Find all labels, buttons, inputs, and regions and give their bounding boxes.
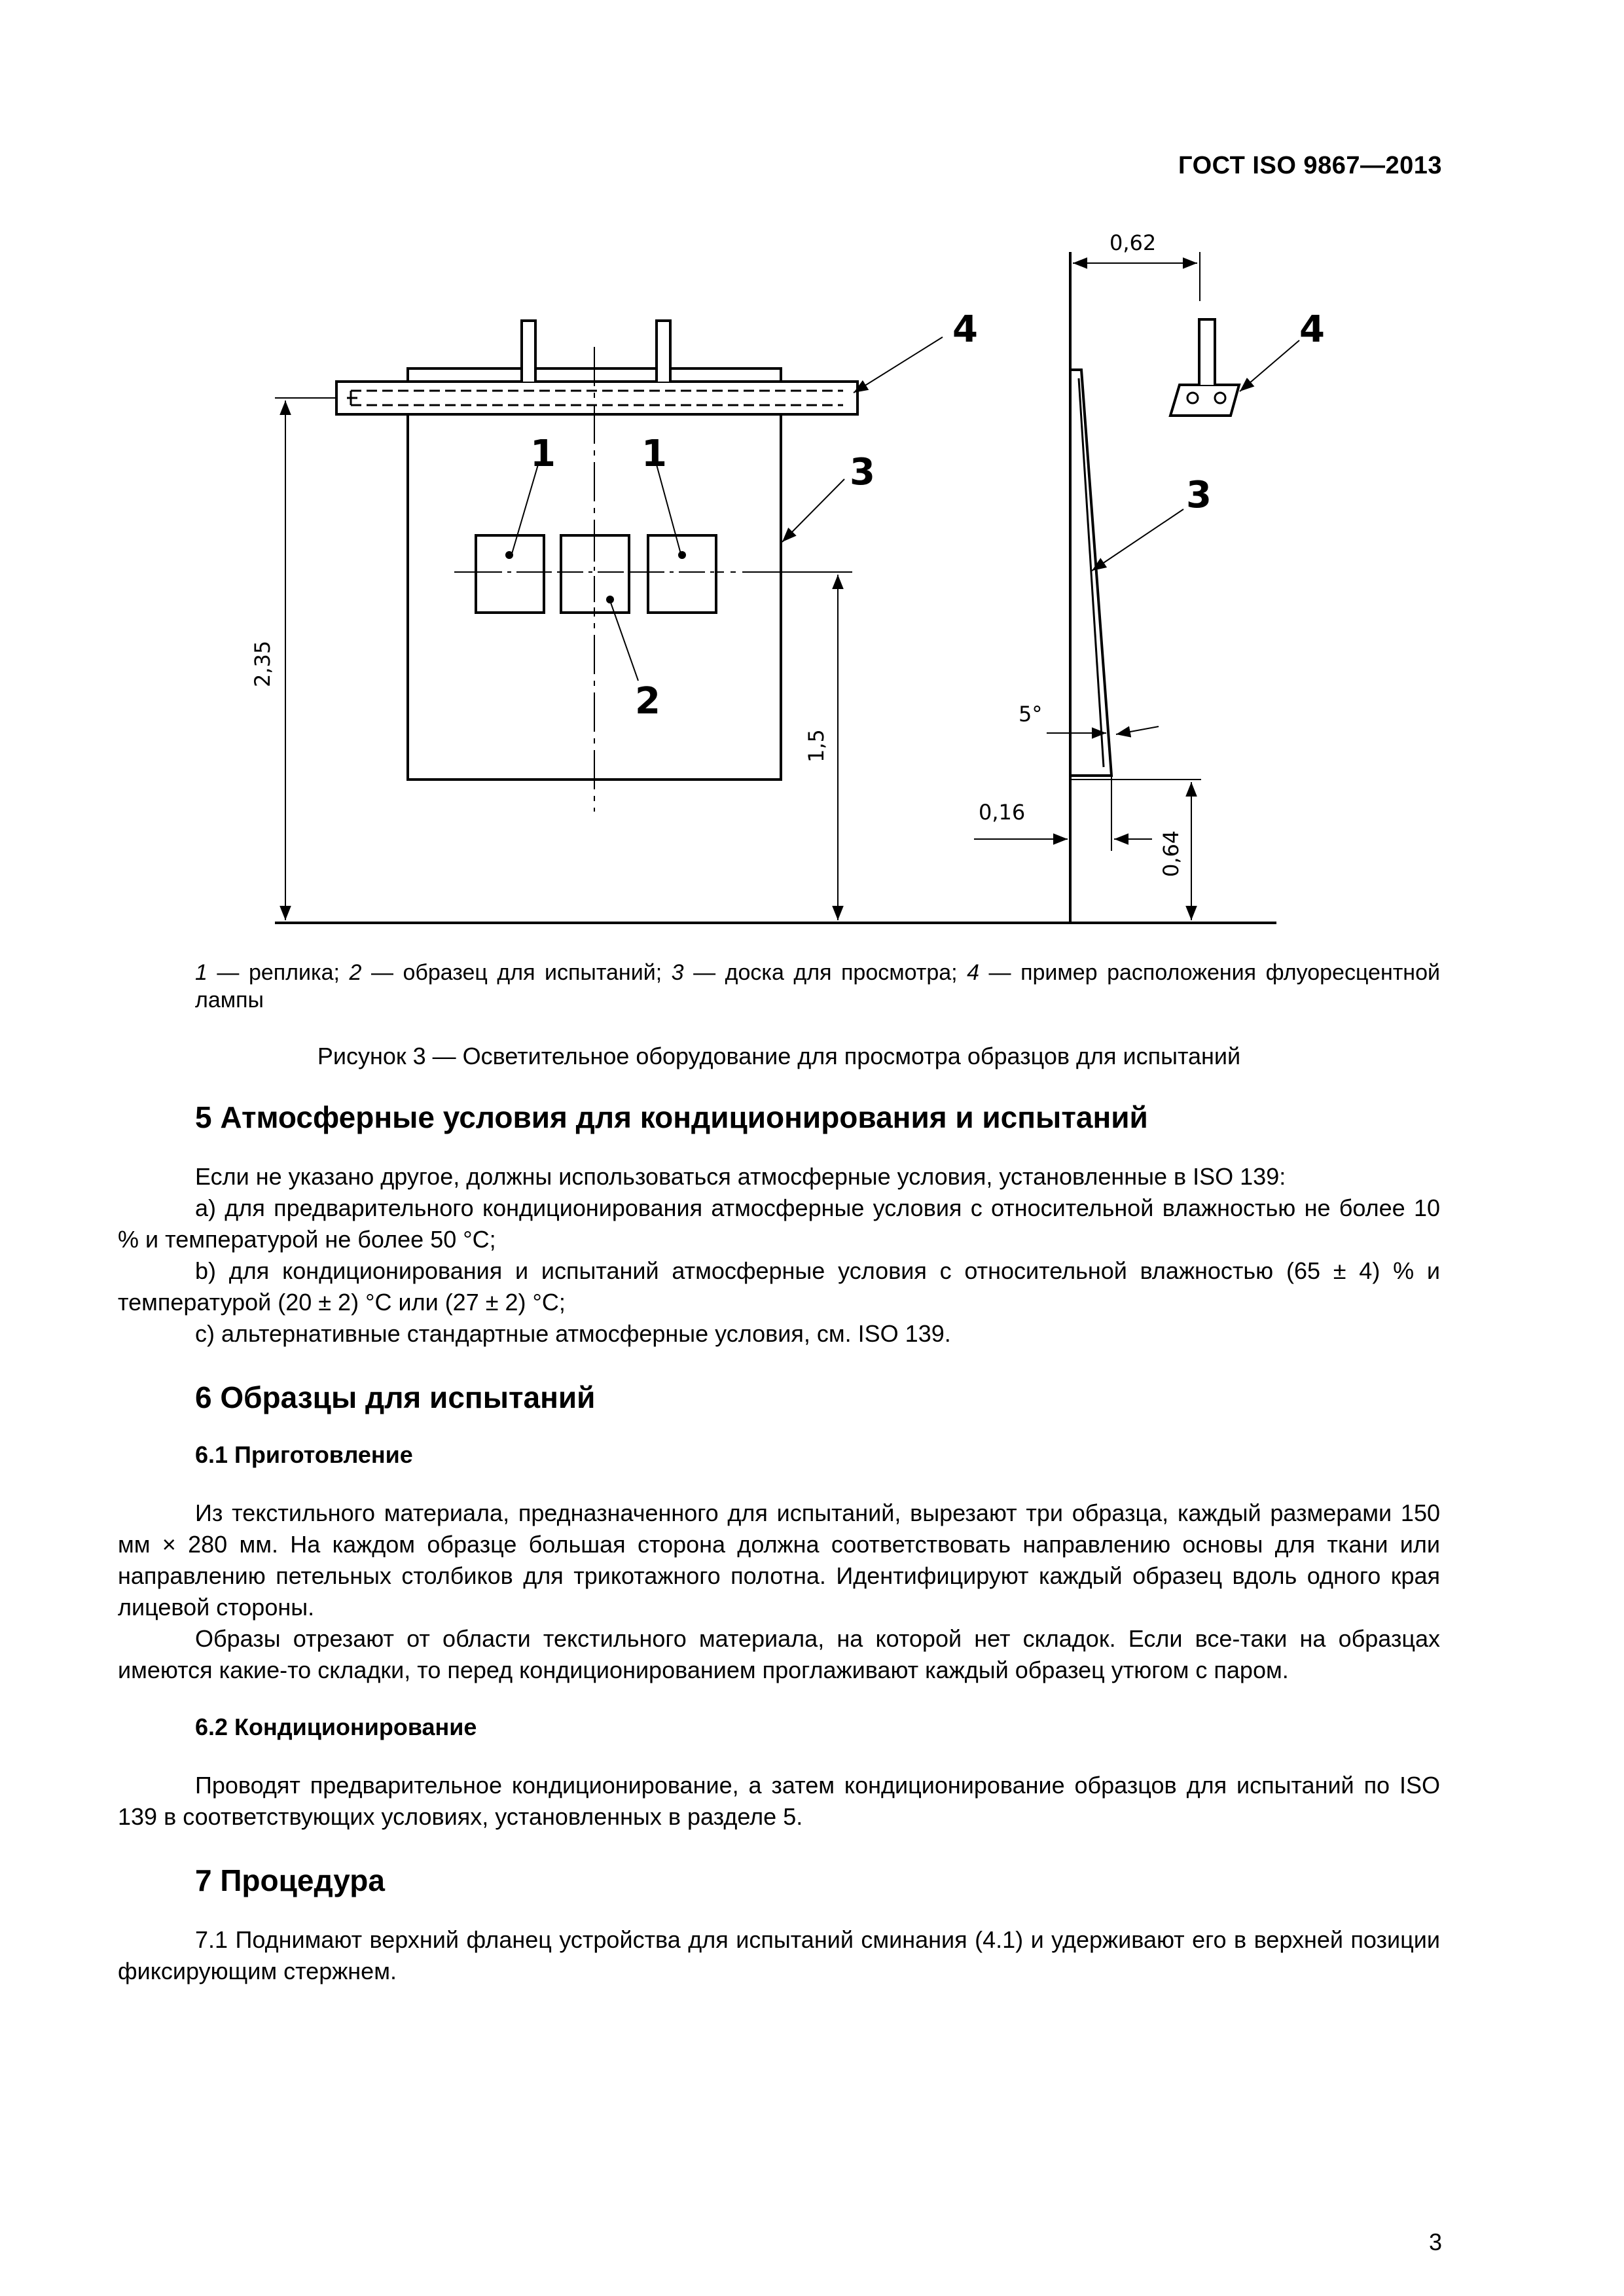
section-5-item-b: b) для кондиционирования и испытаний атмосферные условия с относительной влажностью (65 ± 4) % и температурой (20 ± 2) °С или (27 ± 2) °С; bbox=[118, 1257, 1440, 1316]
section-6-1-title: 6.1 Приготовление bbox=[195, 1441, 413, 1468]
label-lamp-side: 4 bbox=[1299, 308, 1325, 351]
lamp-pin-left bbox=[522, 321, 535, 382]
section-7-title: 7 Процедура bbox=[195, 1863, 385, 1897]
legend-num-4: 4 bbox=[967, 960, 980, 985]
figure-legend bbox=[118, 959, 1440, 1014]
page-number: 3 bbox=[1428, 2229, 1442, 2255]
dim-center-height: 1,5 bbox=[804, 729, 829, 762]
dim-angle: 5° bbox=[1019, 702, 1043, 726]
label-board-side: 3 bbox=[1186, 474, 1212, 516]
section-5-item-c: c) альтернативные стандартные атмосферные условия, см. ISO 139. bbox=[195, 1320, 951, 1347]
legend-text-1: — реплика; bbox=[207, 960, 350, 985]
lamp-pin-right bbox=[657, 321, 670, 382]
legend-text-3: — доска для просмотра; bbox=[683, 960, 967, 985]
legend-num-2: 2 bbox=[349, 960, 362, 985]
section-5-intro: Если не указано другое, должны использоваться атмосферные условия, установленные в ISO 139: bbox=[195, 1163, 1286, 1190]
section-5-item-a: a) для предварительного кондиционирования атмосферные условия с относительной влажностью не более 10 % и температурой не более 50 °С; bbox=[118, 1194, 1440, 1253]
section-6-2-para-1: Проводят предварительное кондиционирование, а затем кондиционирование образцов для испытаний по ISO 139 в соответствующих условиях, установленных в разделе 5. bbox=[118, 1772, 1440, 1830]
section-5-title: 5 Атмосферные условия для кондиционирования и испытаний bbox=[195, 1100, 1148, 1134]
document-header: ГОСТ ISO 9867—2013 bbox=[1178, 152, 1442, 179]
label-board-front: 3 bbox=[850, 451, 875, 493]
replica-right bbox=[648, 535, 716, 613]
section-6-2-title: 6.2 Кондиционирование bbox=[195, 1713, 477, 1740]
section-7-para-1: 7.1 Поднимают верхний фланец устройства для испытаний сминания (4.1) и удерживают его в верхней позиции фиксирующим стержнем. bbox=[118, 1926, 1440, 1984]
label-replica-right: 1 bbox=[641, 433, 667, 475]
legend-text-4: — пример расположения флуоресцентной лампы bbox=[195, 960, 1440, 1013]
lamp-front bbox=[336, 382, 857, 414]
replica-left bbox=[476, 535, 544, 613]
lamp-side bbox=[1170, 385, 1239, 416]
document-body bbox=[118, 1100, 1440, 1987]
dim-total-height: 2,35 bbox=[250, 640, 275, 687]
section-6-1-para-1: Из текстильного материала, предназначенного для испытаний, вырезают три образца, каждый размерами 150 мм × 280 мм. На каждом образце большая сторона должна соответствовать направлению основы для ткани или направлению петельных столбиков для трикотажного полотна. Идентифицируют каждый образец вдоль одного края лицевой стороны. bbox=[118, 1499, 1440, 1621]
dim-base-offset: 0,16 bbox=[979, 800, 1026, 825]
section-6-title: 6 Образцы для испытаний bbox=[195, 1380, 596, 1414]
dim-base-height: 0,64 bbox=[1159, 830, 1183, 877]
legend-num-1: 1 bbox=[195, 960, 208, 985]
label-specimen: 2 bbox=[635, 680, 660, 723]
dim-top-offset: 0,62 bbox=[1110, 230, 1157, 255]
section-6-1-para-2: Образы отрезают от области текстильного материала, на которой нет складок. Если все-таки на образцах имеются какие-то складки, то перед кондиционированием проглаживают каждый образец утюгом с паром. bbox=[118, 1625, 1440, 1683]
figure-caption: Рисунок 3 — Осветительное оборудование для просмотра образцов для испытаний bbox=[317, 1043, 1241, 1069]
legend-num-3: 3 bbox=[671, 960, 684, 985]
figure-3-lighting-equipment bbox=[0, 0, 1624, 942]
label-lamp-front: 4 bbox=[952, 308, 978, 351]
label-replica-left: 1 bbox=[530, 433, 556, 475]
legend-text-2: — образец для испытаний; bbox=[361, 960, 672, 985]
